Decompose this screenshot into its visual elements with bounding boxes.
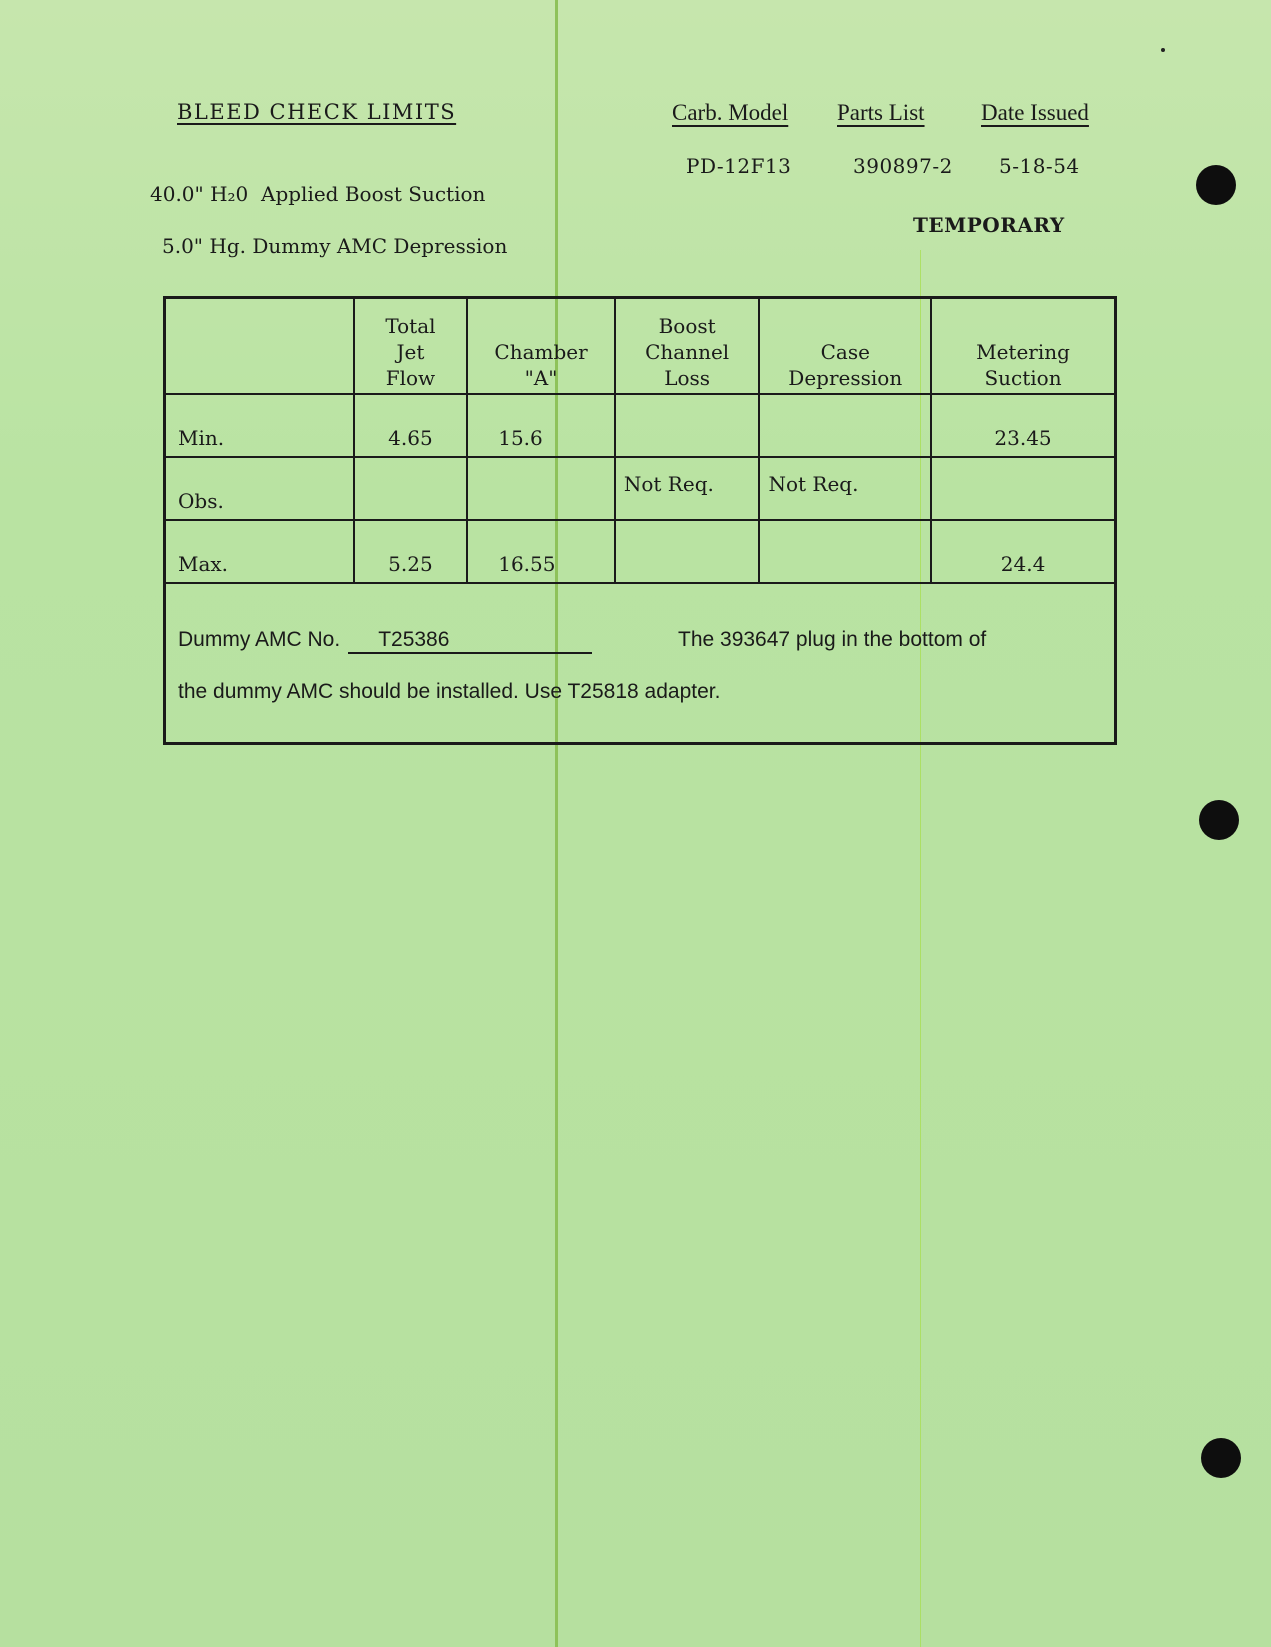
table-notes-row bbox=[165, 583, 1116, 744]
header-boost-channel-loss: Boost Channel Loss bbox=[615, 298, 760, 395]
cell-total-jet-flow bbox=[354, 457, 468, 520]
document-title: BLEED CHECK LIMITS bbox=[177, 100, 457, 124]
cell-boost-channel-loss bbox=[615, 520, 760, 583]
date-issued-label: Date Issued bbox=[981, 100, 1089, 125]
dummy-amc-line bbox=[178, 628, 592, 654]
cell-case-depression: Not Req. bbox=[759, 457, 931, 520]
carb-model-value: PD-12F13 bbox=[686, 154, 792, 178]
cell-case-depression bbox=[759, 394, 931, 457]
condition-value: 40.0" bbox=[150, 182, 204, 206]
condition-amc-depression bbox=[162, 234, 507, 258]
cell-metering-suction bbox=[931, 457, 1115, 520]
cell-case-depression bbox=[759, 520, 931, 583]
cell-metering-suction: 23.45 bbox=[931, 394, 1115, 457]
condition-unit: Hg. bbox=[209, 234, 246, 258]
parts-list-value: 390897-2 bbox=[853, 154, 953, 178]
punch-hole-middle bbox=[1199, 800, 1239, 840]
table-row-obs bbox=[165, 457, 1116, 520]
bleed-limits-table bbox=[163, 296, 1117, 745]
date-issued-value: 5-18-54 bbox=[999, 154, 1080, 178]
dummy-amc-label: Dummy AMC No. bbox=[178, 628, 341, 651]
notes-cell bbox=[165, 583, 1116, 744]
condition-boost-suction bbox=[150, 182, 485, 206]
header-total-jet-flow: Total Jet Flow bbox=[354, 298, 468, 395]
header-blank bbox=[165, 298, 354, 395]
cell-boost-channel-loss: Not Req. bbox=[615, 457, 760, 520]
ink-speck bbox=[1161, 48, 1165, 52]
note-line-2: the dummy AMC should be installed. Use T25818 adapter. bbox=[178, 680, 721, 703]
cell-total-jet-flow: 5.25 bbox=[354, 520, 468, 583]
carb-model-label: Carb. Model bbox=[672, 100, 789, 125]
cell-chamber-a: 15.6 bbox=[467, 394, 615, 457]
condition-label: Dummy AMC Depression bbox=[252, 234, 508, 258]
row-label: Max. bbox=[165, 520, 354, 583]
table-row-min bbox=[165, 394, 1116, 457]
cell-chamber-a: 16.55 bbox=[467, 520, 615, 583]
dummy-amc-number: T25386 bbox=[348, 628, 592, 654]
cell-boost-channel-loss bbox=[615, 394, 760, 457]
cell-metering-suction: 24.4 bbox=[931, 520, 1115, 583]
table-row-max bbox=[165, 520, 1116, 583]
header-case-depression: Case Depression bbox=[759, 298, 931, 395]
header-metering-suction: Metering Suction bbox=[931, 298, 1115, 395]
punch-hole-top bbox=[1196, 165, 1236, 205]
condition-label: Applied Boost Suction bbox=[261, 182, 486, 206]
header-chamber-a: Chamber "A" bbox=[467, 298, 615, 395]
note-line-1: The 393647 plug in the bottom of bbox=[678, 628, 987, 651]
row-label: Min. bbox=[165, 394, 354, 457]
condition-unit: H₂0 bbox=[210, 182, 249, 206]
condition-value: 5.0" bbox=[162, 234, 204, 258]
cell-chamber-a bbox=[467, 457, 615, 520]
parts-list-label: Parts List bbox=[837, 100, 925, 125]
fold-line bbox=[555, 0, 558, 1647]
punch-hole-bottom bbox=[1201, 1438, 1241, 1478]
status-temporary: TEMPORARY bbox=[913, 213, 1065, 237]
table-header-row bbox=[165, 298, 1116, 395]
cell-total-jet-flow: 4.65 bbox=[354, 394, 468, 457]
row-label: Obs. bbox=[165, 457, 354, 520]
